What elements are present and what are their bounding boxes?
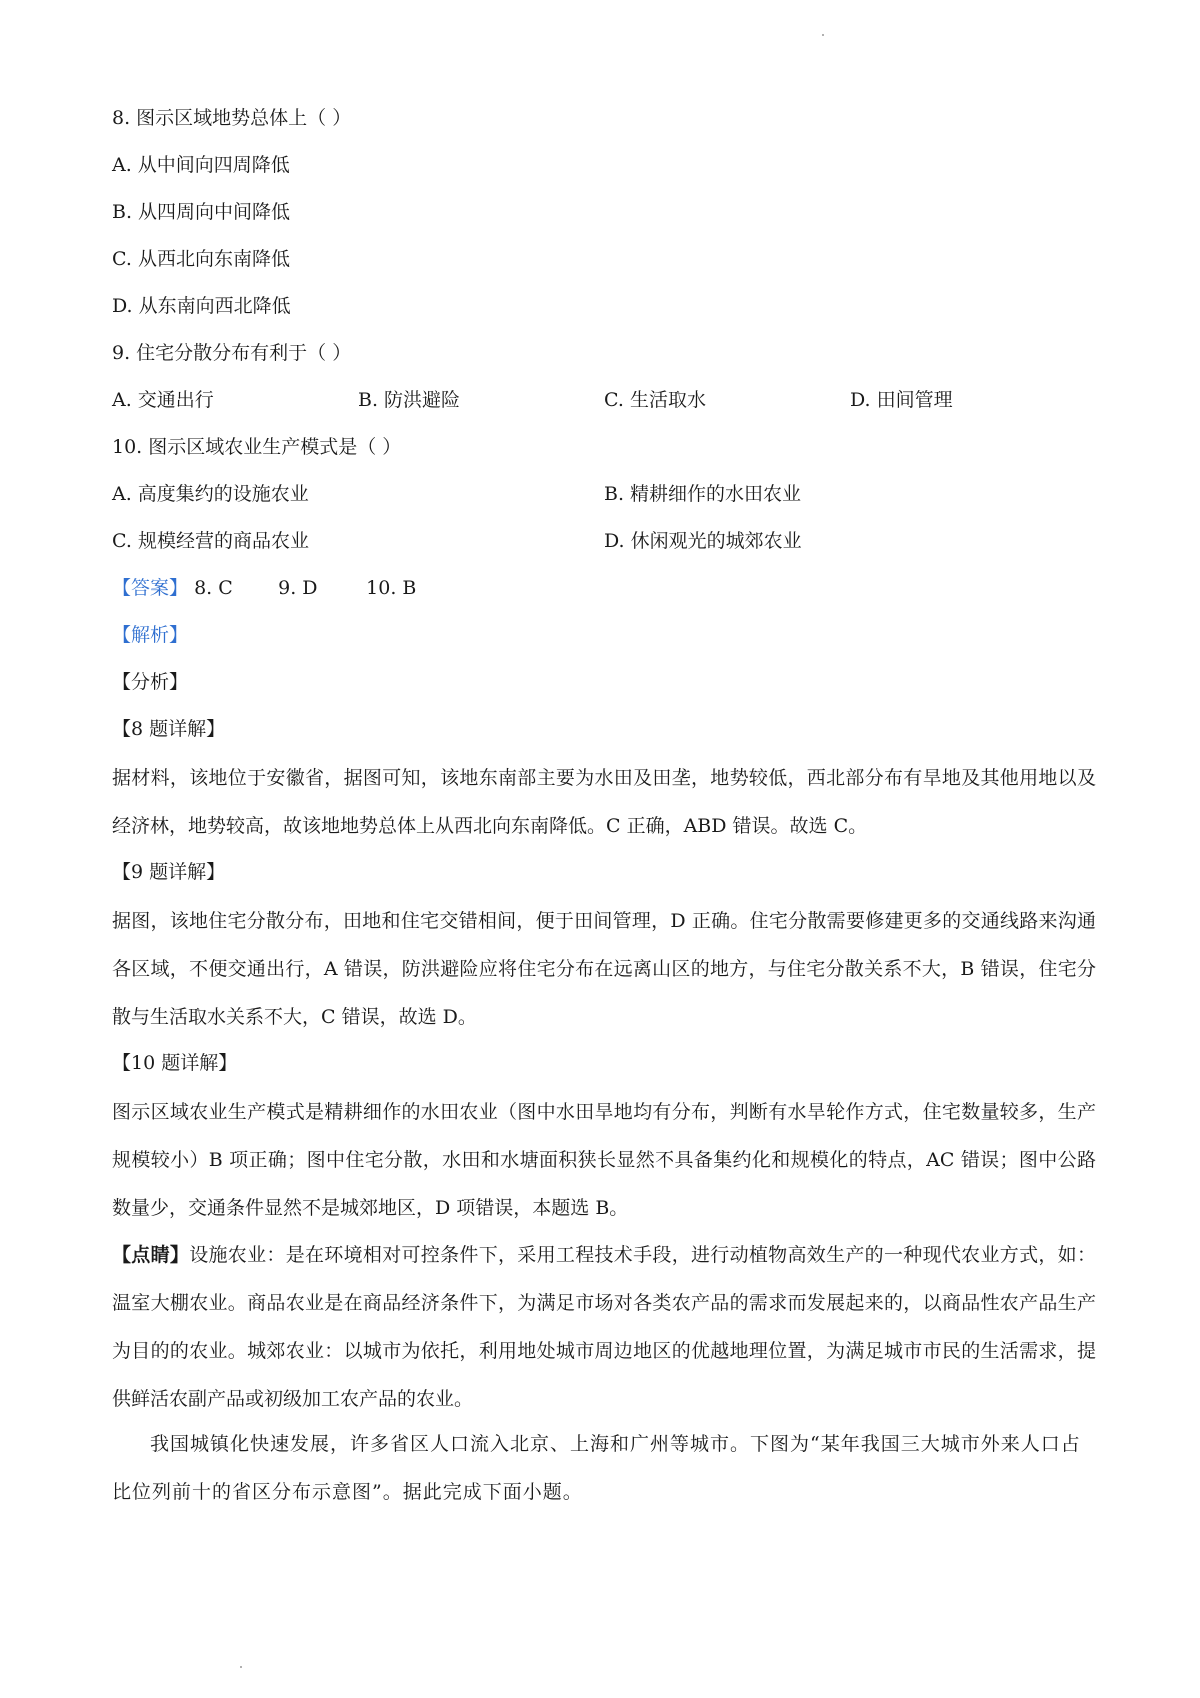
scan-dot (822, 34, 824, 36)
dianjing-label: 【点睛】 (112, 1244, 190, 1266)
answer-item-9: 9. D (278, 577, 318, 599)
q10-option-a: A. 高度集约的设施农业 (112, 483, 309, 505)
q9-stem: 9. 住宅分散分布有利于（ ） (112, 342, 352, 364)
answer-line (112, 574, 416, 602)
q8-option-d: D. 从东南向西北降低 (112, 295, 291, 317)
q9-option-d: D. 田间管理 (850, 389, 953, 411)
q8-option-c: C. 从西北向东南降低 (112, 248, 290, 270)
answer-label: 【答案】 (112, 577, 189, 599)
detail-8-text: 据材料，该地位于安徽省，据图可知，该地东南部主要为水田及田垄，地势较低，西北部分布有旱地及其他用地以及经济林，地势较高，故该地地势总体上从西北向东南降低。C 正确，ABD 错误。故选 C。 (112, 767, 1096, 837)
q9-option-a: A. 交通出行 (112, 389, 214, 411)
q10-option-b: B. 精耕细作的水田农业 (604, 483, 802, 505)
q8-stem: 8. 图示区域地势总体上（ ） (112, 107, 352, 129)
intro-paragraph: 我国城镇化快速发展，许多省区人口流入北京、上海和广州等城市。下图为“某年我国三大城市外来人口占比位列前十的省区分布示意图”。据此完成下面小题。 (112, 1433, 1081, 1503)
analysis-label: 【解析】 (112, 624, 189, 646)
detail-10-label: 【10 题详解】 (112, 1052, 238, 1074)
q9-option-c: C. 生活取水 (604, 389, 706, 411)
detail-10-text: 图示区域农业生产模式是精耕细作的水田农业（图中水田旱地均有分布，判断有水旱轮作方式，住宅数量较多，生产规模较小）B 项正确；图中住宅分散，水田和水塘面积狭长显然不具备集约化和规模化的特点，AC 错误；图中公路数量少，交通条件显然不是城郊地区，D 项错误，本题选 B。 (112, 1101, 1096, 1219)
scan-dot (240, 1666, 242, 1668)
detail-9-text: 据图，该地住宅分散分布，田地和住宅交错相间，便于田间管理，D 正确。住宅分散需要修建更多的交通线路来沟通各区域，不便交通出行，A 错误，防洪避险应将住宅分布在远离山区的地方，与住宅分散关系不大，B 错误，住宅分散与生活取水关系不大，C 错误，故选 D。 (112, 910, 1096, 1028)
answer-item-8: 8. C (194, 577, 233, 599)
fenxi-label: 【分析】 (112, 671, 189, 693)
q10-option-c: C. 规模经营的商品农业 (112, 530, 309, 552)
q9-option-b: B. 防洪避险 (358, 389, 461, 411)
dianjing-text: 设施农业：是在环境相对可控条件下，采用工程技术手段，进行动植物高效生产的一种现代农业方式，如：温室大棚农业。商品农业是在商品经济条件下，为满足市场对各类农产品的需求而发展起来的，以商品性农产品生产为目的的农业。城郊农业：以城市为依托，利用地处城市周边地区的优越地理位置，为满足城市市民的生活需求，提供鲜活农副产品或初级加工农产品的农业。 (112, 1244, 1096, 1410)
detail-9-label: 【9 题详解】 (112, 861, 226, 883)
q8-option-a: A. 从中间向四周降低 (112, 154, 290, 176)
dianjing-block (112, 1231, 1096, 1423)
q10-stem: 10. 图示区域农业生产模式是（ ） (112, 436, 402, 458)
q8-option-b: B. 从四周向中间降低 (112, 201, 291, 223)
detail-8-label: 【8 题详解】 (112, 718, 226, 740)
answer-item-10: 10. B (366, 577, 417, 599)
q10-option-d: D. 休闲观光的城郊农业 (604, 530, 802, 552)
